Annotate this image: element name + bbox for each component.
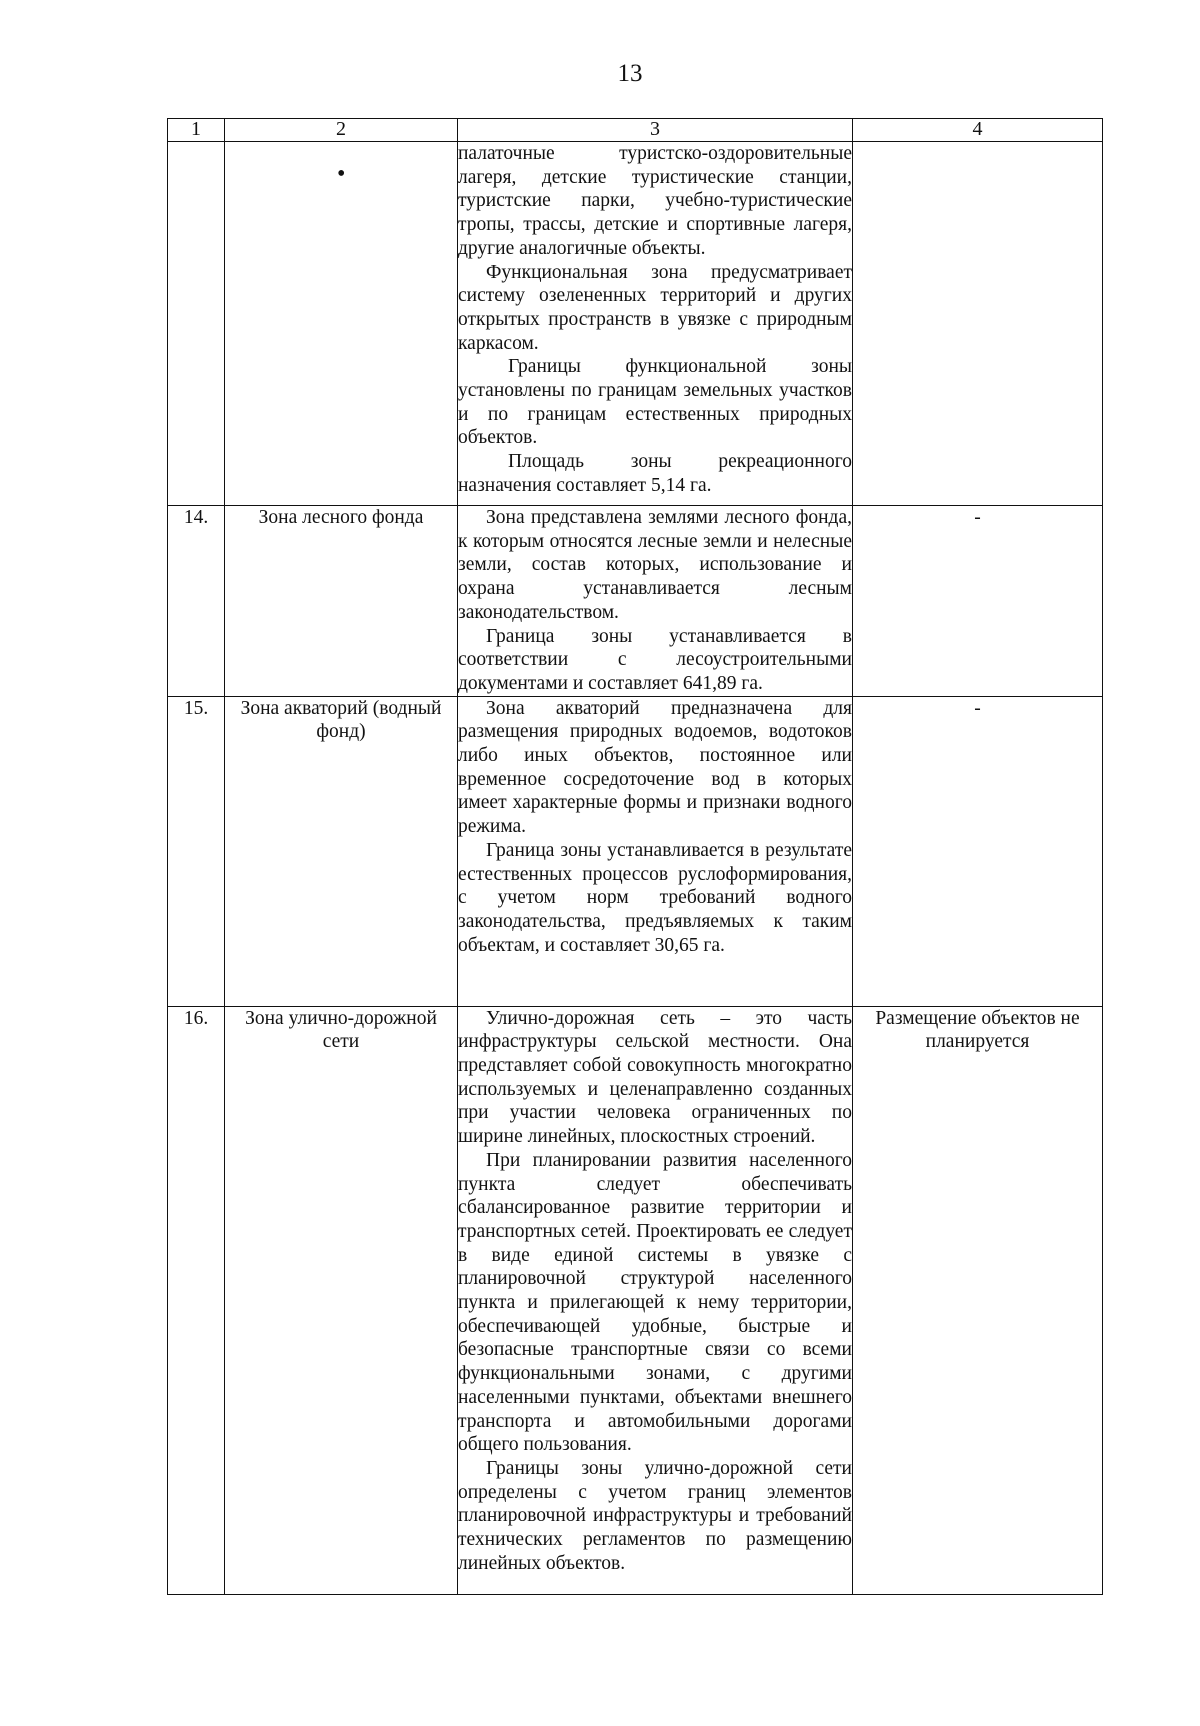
row-number: 14. xyxy=(168,506,225,697)
description-paragraph: Граница зоны устанавливается в результате естественных процессов руслоформирования, с учетом норм требований водного законодательства, предъявляемых к таким объектам, и составляет 30,65 га. xyxy=(458,839,852,956)
description-paragraph: Функциональная зона предусматривает систему озелененных территорий и других открытых пространств в увязке с природным каркасом. xyxy=(458,261,852,354)
description-paragraph: Зона представлена землями лесного фонда, к которым относятся лесные земли и нелесные земли, состав которых, использование и охрана устанавливается лесным законодательством. xyxy=(458,507,852,623)
zone-description xyxy=(458,696,853,1006)
description-paragraph: палаточные туристско-оздоровительные лагеря, детские туристические станции, туристские парки, учебно-туристические тропы, трассы, детские и спортивные лагеря, другие аналогичные объекты. xyxy=(458,143,852,259)
header-col-4: 4 xyxy=(853,119,1103,142)
zone-note: Размещение объектов не планируется xyxy=(853,1006,1103,1594)
header-col-1: 1 xyxy=(168,119,225,142)
zone-description xyxy=(458,142,853,506)
header-row xyxy=(168,119,1103,142)
zone-note: - xyxy=(853,696,1103,1006)
zone-description xyxy=(458,506,853,697)
zone-note xyxy=(853,142,1103,506)
description-paragraph: Границы зоны улично-дорожной сети определены с учетом границ элементов планировочной инфраструктуры и требований технических регламентов по размещению линейных объектов. xyxy=(458,1457,852,1574)
zone-name: Зона лесного фонда xyxy=(225,506,458,697)
zone-note: - xyxy=(853,506,1103,697)
zone-name-cell xyxy=(225,142,458,506)
table-row-continuation xyxy=(168,142,1103,506)
zones-table xyxy=(167,118,1103,1595)
zone-name: Зона акваторий (водный фонд) xyxy=(225,696,458,1006)
stray-dot-mark: • xyxy=(337,161,346,187)
table-row-15 xyxy=(168,696,1103,1006)
row-number: 15. xyxy=(168,696,225,1006)
description-paragraph: Границы функциональной зоны установлены по границам земельных участков и по границам естественных природных объектов. xyxy=(458,356,852,449)
description-paragraph: Улично-дорожная сеть – это часть инфраструктуры сельской местности. Она представляет собой совокупность многократно используемых и целенаправленно созданных при участии человека ограниченных по ширине линейных, плоскостных строений. xyxy=(458,1007,852,1148)
table-row-14 xyxy=(168,506,1103,697)
header-col-2: 2 xyxy=(225,119,458,142)
table-row-16 xyxy=(168,1006,1103,1594)
description-paragraph: Зона акваторий предназначена для размещения природных водоемов, водотоков либо иных объектов, постоянное или временное сосредоточение вод в которых имеет характерные формы и признаки водного режима. xyxy=(458,697,852,838)
zone-description xyxy=(458,1006,853,1594)
row-number: 16. xyxy=(168,1006,225,1594)
description-paragraph: Площадь зоны рекреационного назначения составляет 5,14 га. xyxy=(458,451,852,496)
zone-name: Зона улично-дорожной сети xyxy=(225,1006,458,1594)
header-col-3: 3 xyxy=(458,119,853,142)
description-paragraph: Граница зоны устанавливается в соответствии с лесоустроительными документами и составляет 641,89 га. xyxy=(458,625,852,694)
description-paragraph: При планировании развития населенного пункта следует обеспечивать сбалансированное развитие территории и транспортных сетей. Проектировать ее следует в виде единой системы в увязке с планировочной структурой населенного пункта и прилегающей к нему территории, обеспечивающей удобные, быстрые и безопасные транспортные связи со всеми функциональными зонами, с другими населенными пунктами, объектами внешнего транспорта и автомобильными дорогами общего пользования. xyxy=(458,1149,852,1456)
row-number xyxy=(168,142,225,506)
page-number: 13 xyxy=(617,60,643,87)
